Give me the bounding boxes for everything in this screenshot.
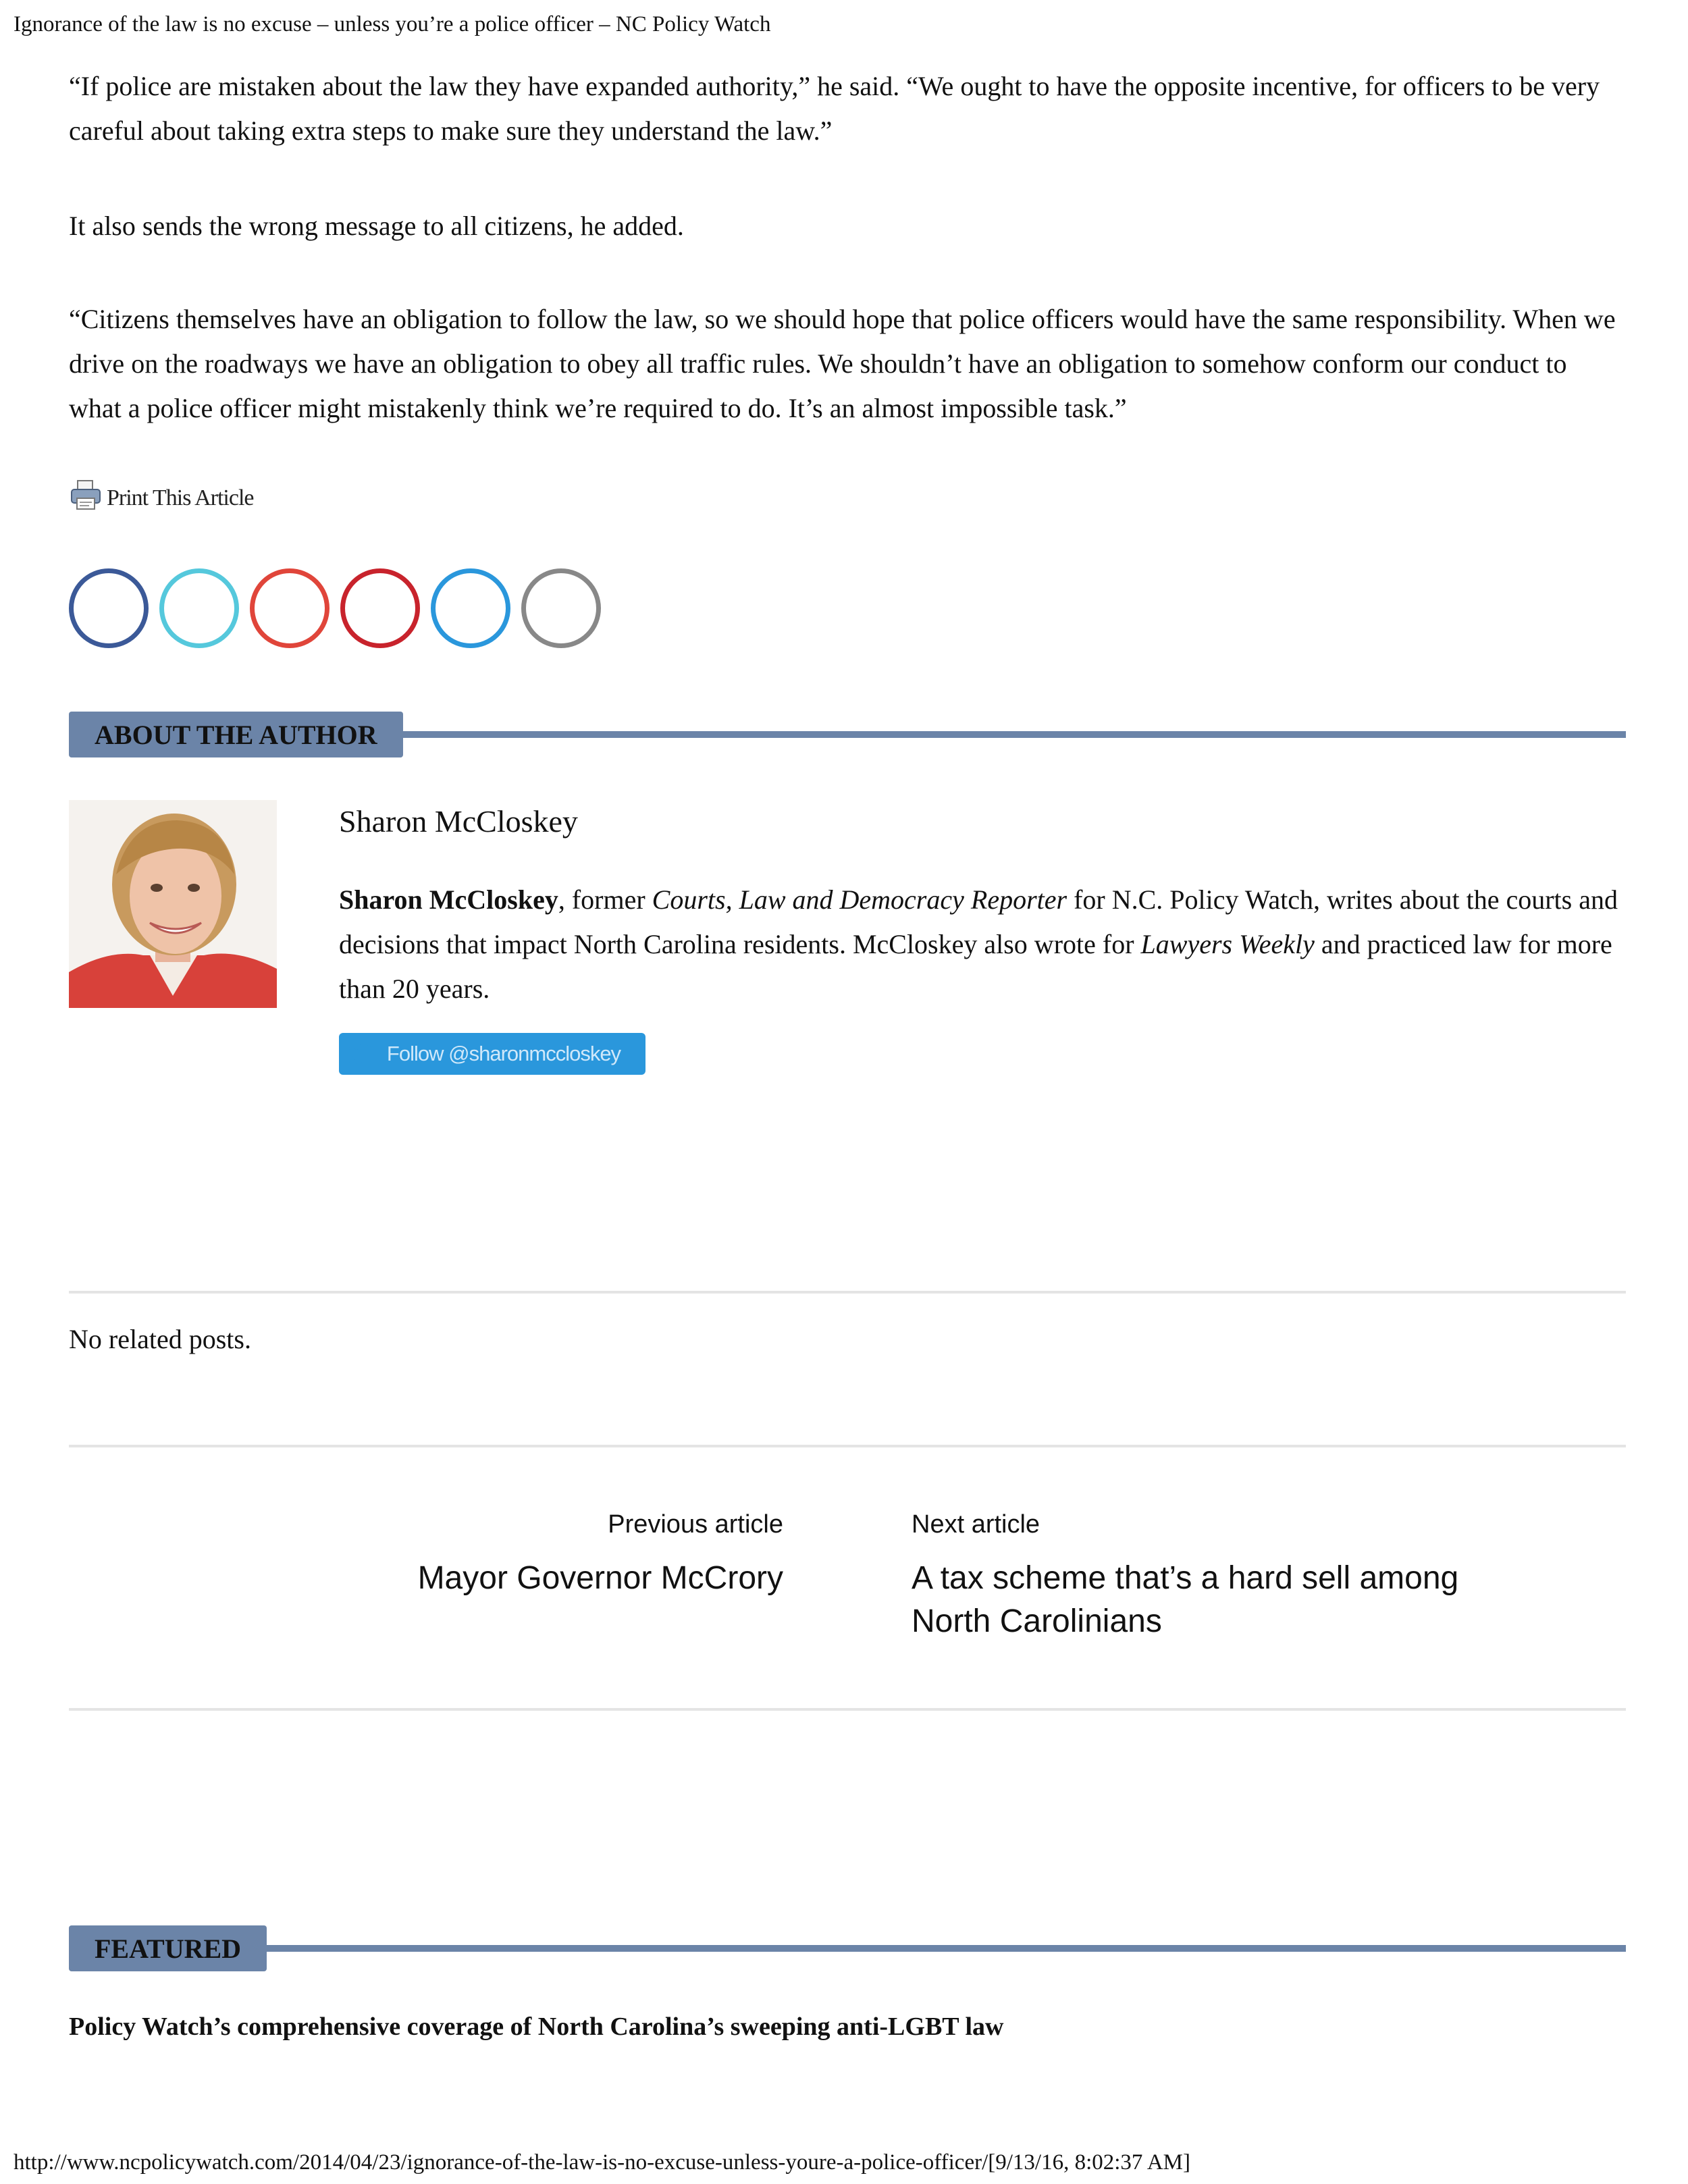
previous-article-label: Previous article bbox=[608, 1510, 783, 1539]
author-bio bbox=[339, 878, 1622, 1011]
share-buttons bbox=[69, 568, 601, 648]
section-divider-line bbox=[267, 1945, 1626, 1952]
about-author-heading: ABOUT THE AUTHOR bbox=[69, 712, 403, 757]
follow-label: Follow @sharonmccloskey bbox=[386, 1042, 621, 1065]
featured-heading: FEATURED bbox=[69, 1925, 267, 1971]
previous-article-title[interactable]: Mayor Governor McCrory bbox=[417, 1560, 783, 1596]
next-article-title[interactable]: A tax scheme that’s a hard sell among North Carolinians bbox=[912, 1560, 1459, 1639]
author-bio-text: , former bbox=[558, 884, 652, 915]
linkedin-icon[interactable] bbox=[431, 568, 510, 648]
twitter-bird-icon bbox=[348, 1044, 371, 1064]
divider bbox=[69, 1291, 1626, 1294]
facebook-icon[interactable] bbox=[69, 568, 149, 648]
author-name: Sharon McCloskey bbox=[339, 804, 578, 838]
article-paragraph: It also sends the wrong message to all citizens, he added. bbox=[69, 211, 684, 241]
previous-article-link[interactable] bbox=[338, 1506, 783, 1600]
featured-header bbox=[69, 1924, 1626, 1973]
author-bio-text: and practiced law for more than 20 years. bbox=[339, 929, 1612, 1004]
twitter-follow-button[interactable] bbox=[339, 1033, 645, 1075]
section-divider-line bbox=[403, 731, 1626, 738]
author-bio-text: for N.C. Policy Watch, writes about the courts and decisions that impact North Carolina residents. McCloskey also wrote for bbox=[339, 884, 1618, 959]
author-avatar bbox=[69, 800, 277, 1008]
next-article-label: Next article bbox=[912, 1510, 1040, 1539]
twitter-icon[interactable] bbox=[159, 568, 239, 648]
divider bbox=[69, 1445, 1626, 1447]
author-bio-role: Courts, Law and Democracy Reporter bbox=[652, 884, 1067, 915]
article-paragraph: “If police are mistaken about the law they have expanded authority,” he said. “We ought to have the opposite incentive, for officers to be very careful about taking extra steps to make sure they understand the law.” bbox=[69, 71, 1600, 146]
author-bio-publication: Lawyers Weekly bbox=[1140, 929, 1315, 959]
email-icon[interactable] bbox=[521, 568, 601, 648]
print-article-link[interactable] bbox=[69, 478, 253, 518]
pinterest-icon[interactable] bbox=[340, 568, 420, 648]
print-article-label: Print This Article bbox=[107, 485, 254, 510]
printer-icon bbox=[69, 478, 103, 518]
divider bbox=[69, 1708, 1626, 1711]
footer-url: http://www.ncpolicywatch.com/2014/04/23/ignorance-of-the-law-is-no-excuse-unless-youre-a-police-officer/[9/13/16, 8:02:37 AM] bbox=[14, 2150, 1191, 2175]
next-article-link[interactable] bbox=[912, 1506, 1519, 1643]
article-paragraph: “Citizens themselves have an obligation to follow the law, so we should hope that police officers would have the same responsibility. When we drive on the roadways we have an obligation to obey all traffic rules. We shouldn’t have an obligation to somehow conform our conduct to what a police officer might mistakenly think we’re required to do. It’s an almost impossible task.” bbox=[69, 304, 1616, 423]
google-plus-icon[interactable] bbox=[250, 568, 329, 648]
about-author-header bbox=[69, 710, 1626, 759]
page-header-title: Ignorance of the law is no excuse – unless you’re a police officer – NC Policy Watch bbox=[14, 12, 771, 36]
featured-article-link[interactable]: Policy Watch’s comprehensive coverage of North Carolina’s sweeping anti-LGBT law bbox=[69, 2013, 1004, 2041]
author-bio-name: Sharon McCloskey bbox=[339, 884, 558, 915]
related-posts-text: No related posts. bbox=[69, 1324, 251, 1354]
